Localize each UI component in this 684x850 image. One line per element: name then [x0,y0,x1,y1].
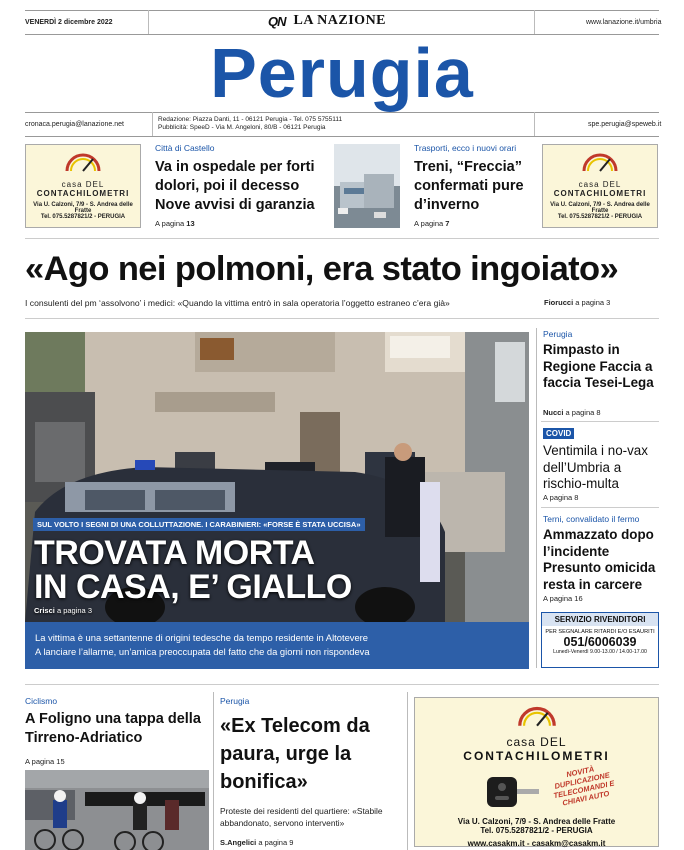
story2-kicker: Trasporti, ecco i nuovi orari [414,143,517,153]
rivenditori-title: SERVIZIO RIVENDITORI [542,613,658,626]
ad-address: Via U. Calzoni, 7/9 - S. Andrea delle Fratte [33,202,133,214]
speedometer-logo-icon [514,702,560,730]
ad-phone: Tel. 075.5287821/2 - PERUGIA [40,214,126,220]
bottom-left-kicker: Ciclismo [25,696,58,706]
issue-date: VENERDÌ 2 dicembre 2022 [25,19,113,26]
ad-brand-line1: casa DEL [578,180,622,189]
photo-story-headline-line2: IN CASA, E’ GIALLO [34,568,352,606]
main-subhead: I consulenti del pm ‘assolvono’ i medici: «Quando la vittima entrò in sala operatoria l’oggetto estraneo c’era già» [25,298,450,308]
story2-ref: A pagina 7 [414,219,450,228]
side1-ref: Nucci a pagina 8 [543,408,601,417]
pubblicita-info: Pubblicità: SpeeD - Via M. Angeloni, 80/B - 06121 Perugia [158,124,326,131]
rivenditori-box[interactable] [541,612,659,668]
photo-story-headline[interactable] [34,536,352,604]
car-key-icon [485,769,541,813]
covid-badge: COVID [543,428,574,439]
side2-ref: A pagina 8 [543,493,579,502]
bottom-left-headline[interactable]: A Foligno una tappa della Tirreno-Adriatico [25,711,201,746]
rivenditori-hours: Lunedì-Venerdì 9.00-13.00 / 14.00-17.00 [553,649,647,655]
paper-logo[interactable] [268,13,386,29]
rivenditori-phone[interactable]: 051/6006039 [563,635,637,649]
caption-line1: La vittima è una settantenne di origini tedesche da tempo residente in Altotevere [35,632,369,643]
ad-phone: Tel. 075.5287821/2 - PERUGIA [557,214,643,220]
side3-ref: A pagina 16 [543,594,583,603]
ad-phone: Tel. 075.5287821/2 - PERUGIA [480,826,593,835]
story2-headline[interactable]: Treni, “Freccia” confermati pure d’inverno [414,159,524,213]
ad-casa-contachilometri-right[interactable] [542,144,658,228]
ad-brand-line1: casa DEL [61,180,105,189]
site-link[interactable]: www.lanazione.it/umbria [586,19,662,26]
photo-story-caption [25,622,529,669]
side1-headline[interactable]: Rimpasto in Regione Faccia a faccia Tesei-Lega [543,342,654,390]
qn-logo-icon: QN [268,13,286,29]
main-ref: Fiorucci a pagina 3 [544,298,611,307]
station-photo [334,144,400,228]
redazione-info: Redazione: Piazza Danti, 11 - 06121 Perugia - Tel. 075 5755111 [158,116,343,123]
ad-casa-contachilometri-left[interactable] [25,144,141,228]
story1-kicker: Città di Castello [155,143,215,153]
side3-headline[interactable]: Ammazzato dopo l’incidente Presunto omicida resta in carcere [543,527,656,592]
photo-story-headline-line1: TROVATA MORTA [34,534,315,572]
main-headline[interactable]: «Ago nei polmoni, era stato ingoiato» [25,250,619,288]
bottom-mid-subhead: Proteste dei residenti del quartiere: «Stabile abbandonato, servono interventi» [220,806,383,828]
ad-casa-contachilometri-large[interactable] [414,697,659,847]
ad-brand-line1: casa DEL [506,735,567,749]
caption-line2: A lanciare l’allarme, un’amica preoccupata del fatto che da giorni non rispondeva [35,646,370,657]
ad-web[interactable]: www.casakm.it - casakm@casakm.it [467,839,606,848]
bottom-mid-headline[interactable]: «Ex Telecom da paura, urge la bonifica» [220,715,370,793]
side2-headline[interactable]: Ventimila i no-vax dell’Umbria a rischio-multa [543,443,648,491]
story1-ref: A pagina 13 [155,219,195,228]
ad-promo: NOVITÀ DUPLICAZIONE TELECOMANDI E CHIAVI AUTO [552,764,616,808]
side3-kicker: Terni, convalidato il fermo [543,514,640,524]
cycling-photo[interactable] [25,770,209,850]
email-pubblicita[interactable]: spe.perugia@speweb.it [588,121,662,128]
story1-headline[interactable]: Va in ospedale per forti dolori, poi il decesso Nove avvisi di garanzia [155,159,315,213]
speedometer-logo-icon [63,149,103,175]
bottom-mid-kicker: Perugia [220,696,250,706]
rivenditori-line: PER SEGNALARE RITARDI E/O ESAURITI [545,629,655,635]
ad-address: Via U. Calzoni, 7/9 - S. Andrea delle Fratte [457,817,616,826]
ad-brand-line2: CONTACHILOMETRI [36,189,130,198]
edition-title: Perugia [210,34,474,112]
ad-brand-line2: CONTACHILOMETRI [463,749,610,763]
photo-story-ref: Crisci a pagina 3 [34,606,92,615]
bottom-left-ref: A pagina 15 [25,757,65,766]
side1-kicker: Perugia [543,329,573,339]
ad-brand-line2: CONTACHILOMETRI [553,189,647,198]
speedometer-logo-icon [580,149,620,175]
paper-name: LA NAZIONE [293,13,387,28]
email-cronaca[interactable]: cronaca.perugia@lanazione.net [25,121,124,128]
photo-story-banner: SUL VOLTO I SEGNI DI UNA COLLUTTAZIONE. I CARABINIERI: «FORSE È STATA UCCISA» [33,518,365,531]
ad-address: Via U. Calzoni, 7/9 - S. Andrea delle Fratte [550,202,650,214]
bottom-mid-ref: S.Angelici a pagina 9 [220,838,294,847]
